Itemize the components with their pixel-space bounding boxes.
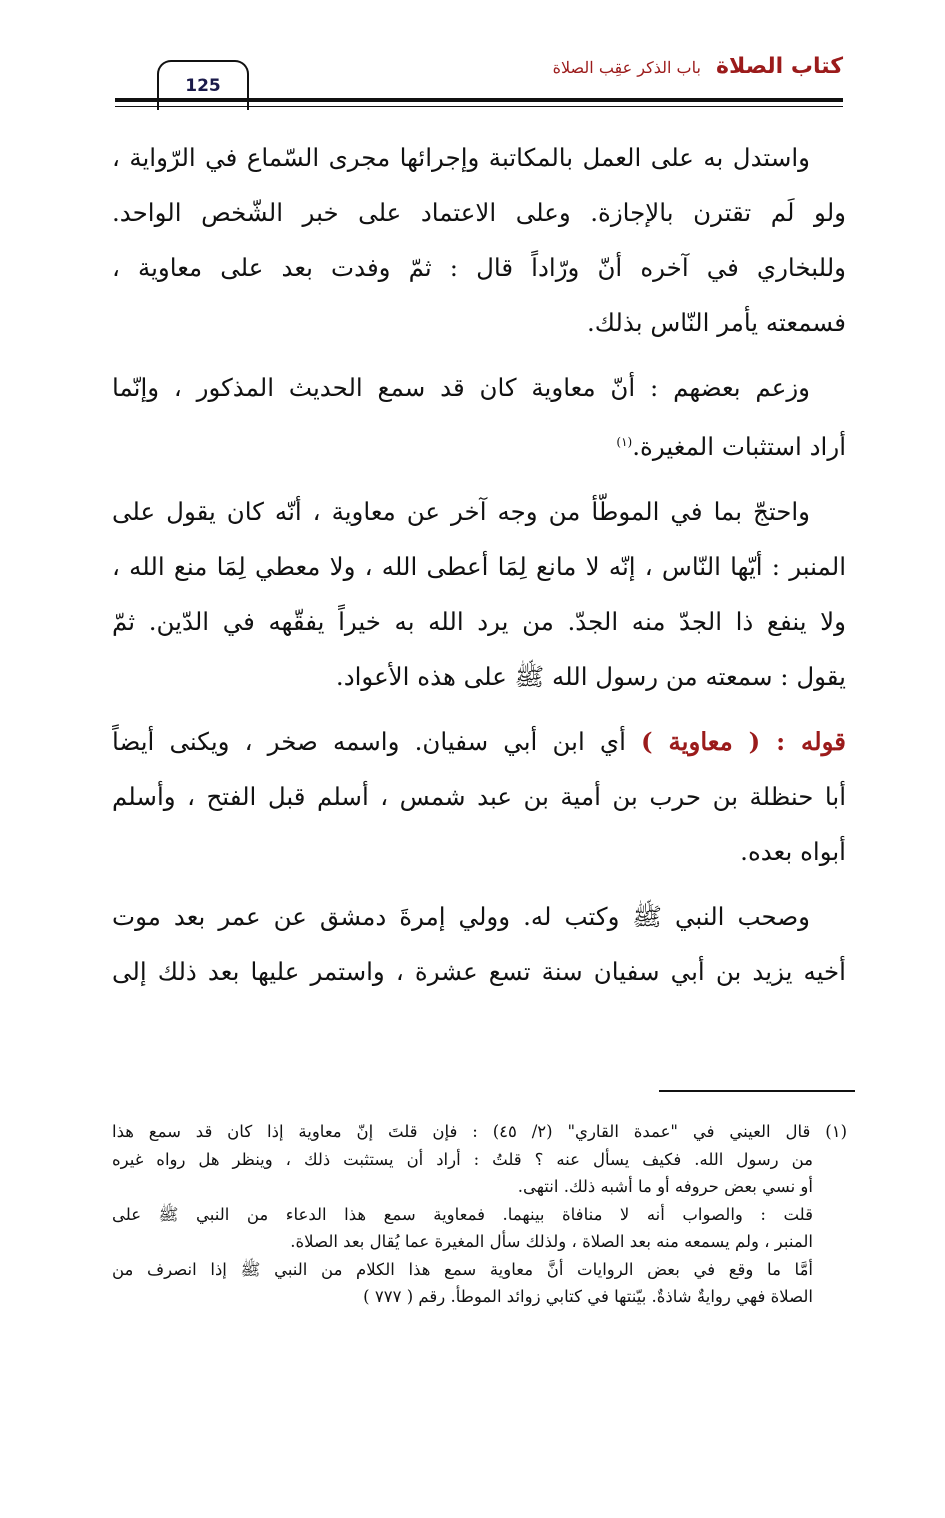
paragraph <box>112 714 846 879</box>
footnotes <box>112 1118 847 1311</box>
text-line: ولا ينفع ذا الجدّ منه الجدّ. من يرد الله به خيراً يفقّهه في الدّين. ثمّ <box>112 607 846 637</box>
footnote-line: (١) قال العيني في "عمدة القاري" (٢/ ٤٥) : فإن قلتَ إنّ معاوية إذا كان قد سمع هذا <box>112 1122 847 1141</box>
paragraph <box>112 889 846 999</box>
chapter-title: باب الذكر عقِب الصلاة <box>552 58 701 77</box>
text-line: وصحب النبي ﷺ وكتب له. وولي إمرةَ دمشق عن عمر بعد موت <box>112 902 810 932</box>
main-text <box>112 130 846 1009</box>
page-number: 125 <box>157 60 249 110</box>
text-line: أبا حنظلة بن حرب بن أمية بن عبد شمس ، أسلم قبل الفتح ، وأسلم <box>112 782 846 812</box>
line-text: أي ابن أبي سفيان. واسمه صخر ، ويكنى أيضاً <box>112 727 626 757</box>
footnote-line: من رسول الله. فكيف يسأل عنه ؟ قلتُ : أراد أن يستثبت ذلك ، وينظر هل رواه غيره <box>112 1149 813 1169</box>
text-line: أخيه يزيد بن أبي سفيان سنة تسع عشرة ، واستمر عليها بعد ذلك إلى <box>112 957 846 987</box>
text-line: فسمعته يأمر النّاس بذلك. <box>587 308 846 337</box>
header-rule-thin <box>115 106 843 107</box>
book-title: كتاب الصلاة <box>716 54 843 79</box>
running-title <box>553 54 843 79</box>
text-line: واحتجّ بما في الموطّأ من وجه آخر عن معاوية ، أنّه كان يقول على <box>112 497 810 527</box>
text-line: يقول : سمعته من رسول الله ﷺ على هذه الأعواد. <box>335 662 846 692</box>
text-line: وللبخاري في آخره أنّ ورّاداً قال : ثمّ وفدت بعد على معاوية ، <box>112 253 846 282</box>
footnote-line: قلت : والصواب أنه لا منافاة بينهما. فمعاوية سمع هذا الدعاء من النبي ﷺ على <box>112 1204 813 1224</box>
header-rule-thick <box>115 98 843 102</box>
paragraph <box>112 130 846 350</box>
footnote-line: أمَّا ما وقع في بعض الروايات أنَّ معاوية سمع هذا الكلام من النبي ﷺ إذا انصرف من <box>112 1259 813 1279</box>
line-text: أراد استثبات المغيرة. <box>632 432 846 462</box>
commentary-keyword: قوله : ( معاوية ) <box>641 727 846 757</box>
paragraph <box>112 484 846 704</box>
footnote-line: الصلاة فهي روايةٌ شاذةٌ. بيّنتها في كتابي زوائد الموطأ. رقم ( ٧٧٧ ) <box>363 1287 813 1306</box>
text-line <box>112 714 846 769</box>
footnote-line: أو نسي بعض حروفه أو ما أشبه ذلك. انتهى. <box>517 1177 813 1196</box>
text-line: أبواه بعده. <box>740 837 846 867</box>
footnote-line: المنبر ، ولم يسمعه منه بعد الصلاة ، ولذلك سأل المغيرة عما يُقال بعد الصلاة. <box>290 1232 813 1251</box>
text-line: وزعم بعضهم : أنّ معاوية كان قد سمع الحديث المذكور ، وإنّما <box>112 373 810 402</box>
text-line <box>112 415 846 474</box>
text-line: ولو لَم تقترن بالإجازة. وعلى الاعتماد على خبر الشّخص الواحد. <box>112 198 846 227</box>
footnote-ref: (١) <box>616 435 633 449</box>
text-line: واستدل به على العمل بالمكاتبة وإجرائها مجرى السّماع في الرّواية ، <box>112 143 810 172</box>
text-line: المنبر : أيّها النّاس ، إنّه لا مانع لِمَا أعطى الله ، ولا معطي لِمَا منع الله ، <box>112 552 846 582</box>
paragraph <box>112 360 846 474</box>
footnote-separator <box>659 1090 855 1092</box>
